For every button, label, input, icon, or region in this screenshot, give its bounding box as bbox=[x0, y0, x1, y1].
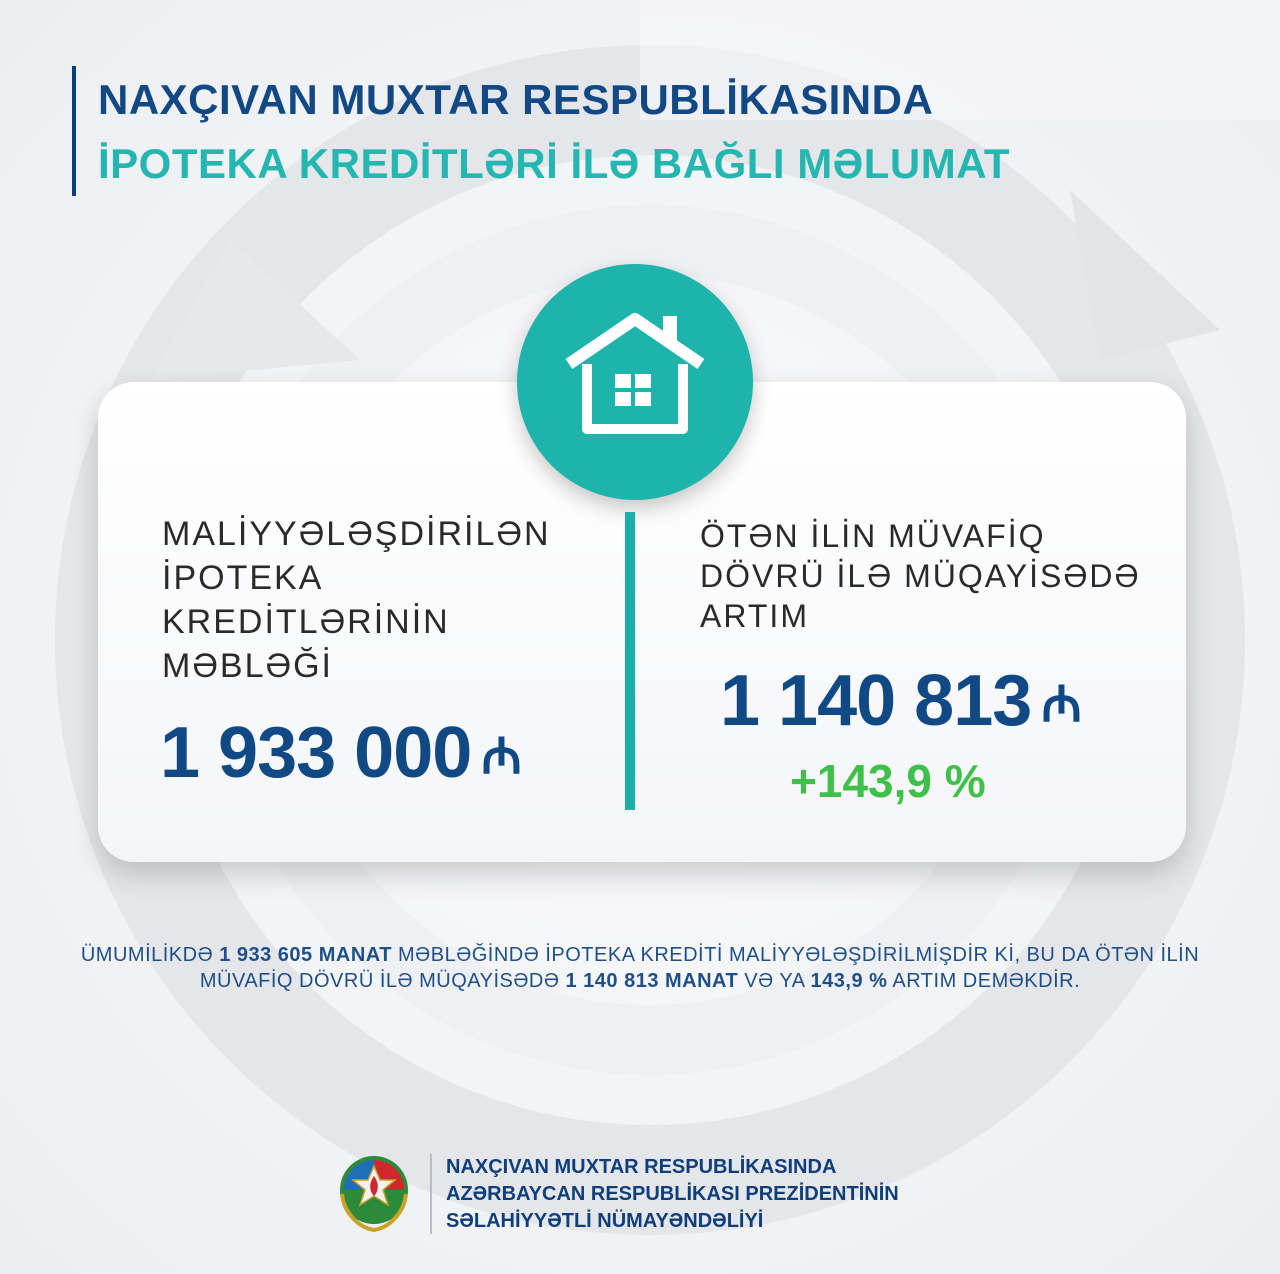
house-icon bbox=[517, 264, 753, 500]
title-line-2: İPOTEKA KREDİTLƏRİ İLƏ BAĞLI MƏLUMAT bbox=[98, 140, 1011, 187]
growth-label: ÖTƏN İLİN MÜVAFİQ DÖVRÜ İLƏ MÜQAYİSƏDƏ ARTIM bbox=[700, 518, 1141, 634]
card-divider bbox=[625, 512, 635, 810]
title-line-1: NAXÇIVAN MUXTAR RESPUBLİKASINDA bbox=[98, 76, 934, 123]
house-icon-badge bbox=[517, 264, 753, 500]
manat-sign: ₼ bbox=[1041, 676, 1081, 732]
financed-amount-label: MALİYYƏLƏŞDİRİLƏN İPOTEKA KREDİTLƏRİNİN MƏBLƏĞİ bbox=[162, 515, 551, 685]
financed-amount-value: 1 933 000 ₼ bbox=[160, 713, 521, 793]
summary-text: ÜMUMİLİKDƏ 1 933 605 MANAT MƏBLƏĞİNDƏ İPOTEKA KREDİTİ MALİYYƏLƏŞDİRİLMİŞDİR Kİ, BU DA ÖTƏN İLİN MÜVAFİQ DÖVRÜ İLƏ MÜQAYİSƏDƏ 1 140 813 MANAT VƏ YA 143,9 % ARTIM DEMƏKDİR. bbox=[80, 944, 1200, 992]
growth-percent: +143,9 % bbox=[790, 755, 986, 807]
footer-organization: NAXÇIVAN MUXTAR RESPUBLİKASINDA AZƏRBAYCAN RESPUBLİKASI PREZİDENTİNİN SƏLAHİYYƏTLİ NÜMAYƏNDƏLİYİ bbox=[446, 1156, 899, 1232]
manat-sign: ₼ bbox=[481, 728, 521, 784]
footer-divider bbox=[430, 1154, 432, 1234]
footer bbox=[334, 1150, 974, 1240]
growth-value: 1 140 813 ₼ bbox=[720, 661, 1081, 741]
header-accent-bar bbox=[72, 66, 76, 196]
azerbaijan-emblem-icon bbox=[334, 1150, 414, 1234]
